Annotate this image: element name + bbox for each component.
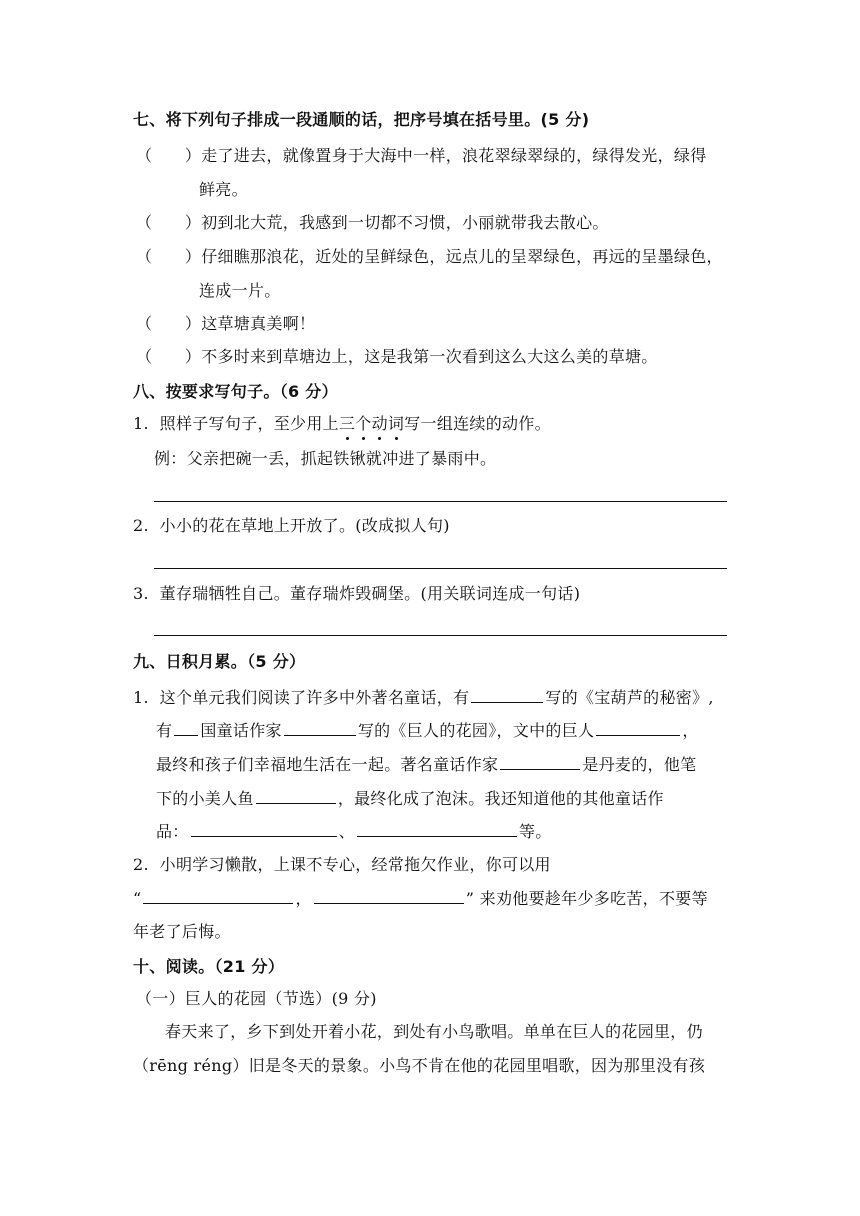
question-9-1-line-4: 下的小美人鱼 ，最终化成了泡沫。我还知道他的其他童话作 (156, 789, 664, 808)
blank-author-1[interactable] (471, 686, 543, 703)
section-8-title: 八、按要求写句子。（6 分） (133, 382, 338, 401)
blank-country[interactable] (174, 719, 198, 736)
passage-subtitle: （一）巨人的花园（节选）(9 分) (136, 989, 377, 1008)
example-sentence: 例：父亲把碗一丢，抓起铁锹就冲进了暴雨中。 (154, 449, 497, 468)
question-8-3: 3. 董存瑞牺牲自己。董存瑞炸毁碉堡。(用关联词连成一句话) (133, 584, 581, 603)
question-9-2-line-2: “ ， ” 来劝他要趁年少多吃苦，不要等 (133, 889, 708, 908)
question-8-2: 2. 小小的花在草地上开放了。(改成拟人句) (133, 516, 450, 535)
question-9-2-line-3: 年老了后悔。 (133, 922, 231, 941)
answer-line-8-3[interactable] (154, 635, 727, 636)
blank-author-2[interactable] (284, 719, 356, 736)
answer-paren-1[interactable]: （ ） (136, 146, 202, 165)
sentence-1: （ ）走了进去，就像置身于大海中一样，浪花翠绿翠绿的，绿得发光，绿得 (136, 146, 707, 165)
blank-giant[interactable] (596, 719, 680, 736)
answer-paren-3[interactable]: （ ） (136, 247, 202, 266)
question-9-1-line-1: 1. 这个单元我们阅读了许多中外著名童话，有 写的《宝葫芦的秘密》, (133, 688, 714, 707)
blank-mermaid[interactable] (256, 787, 336, 804)
question-8-1: 1. 照样子写句子，至少用上三个动词写一组连续的动作。 (133, 414, 551, 433)
answer-paren-4[interactable]: （ ） (136, 314, 202, 333)
blank-proverb-1[interactable] (143, 887, 293, 904)
blank-proverb-2[interactable] (314, 887, 464, 904)
question-9-1-line-5: 品： 、 等。 (156, 822, 552, 841)
answer-paren-2[interactable]: （ ） (136, 213, 202, 232)
sentence-5: （ ）不多时来到草塘边上，这是我第一次看到这么大这么美的草塘。 (136, 347, 658, 366)
sentence-1-cont: 鲜亮。 (199, 180, 248, 199)
sentence-4: （ ）这草塘真美啊！ (136, 314, 316, 333)
sentence-3: （ ）仔细瞧那浪花，近处的呈鲜绿色，远点儿的呈翠绿色，再远的呈墨绿色， (136, 247, 723, 266)
section-10-title: 十、阅读。（21 分） (133, 957, 285, 976)
question-9-1-line-2: 有 国童话作家 写的《巨人的花园》，文中的巨人 ， (156, 721, 699, 740)
question-9-1-line-3: 最终和孩子们幸福地生活在一起。著名童话作家 是丹麦的，他笔 (156, 755, 697, 774)
blank-work-2[interactable] (357, 820, 517, 837)
sentence-3-cont: 连成一片。 (199, 281, 281, 300)
section-7-title: 七、将下列句子排成一段通顺的话，把序号填在括号里。(5 分) (133, 110, 590, 129)
blank-author-3[interactable] (500, 753, 580, 770)
answer-line-8-2[interactable] (154, 568, 727, 569)
answer-line-8-1[interactable] (154, 501, 727, 502)
section-9-title: 九、日积月累。（5 分） (133, 652, 306, 671)
passage-line-2: （rēng réng）旧是冬天的景象。小鸟不肯在他的花园里唱歌，因为那里没有孩 (133, 1056, 706, 1075)
blank-work-1[interactable] (191, 820, 337, 837)
sentence-2: （ ）初到北大荒，我感到一切都不习惯，小丽就带我去散心。 (136, 213, 609, 232)
question-9-2-line-1: 2. 小明学习懒散，上课不专心，经常拖欠作业，你可以用 (133, 855, 551, 874)
passage-line-1: 春天来了，乡下到处开着小花，到处有小鸟歌唱。单单在巨人的花园里，仍 (165, 1022, 703, 1041)
answer-paren-5[interactable]: （ ） (136, 347, 202, 366)
